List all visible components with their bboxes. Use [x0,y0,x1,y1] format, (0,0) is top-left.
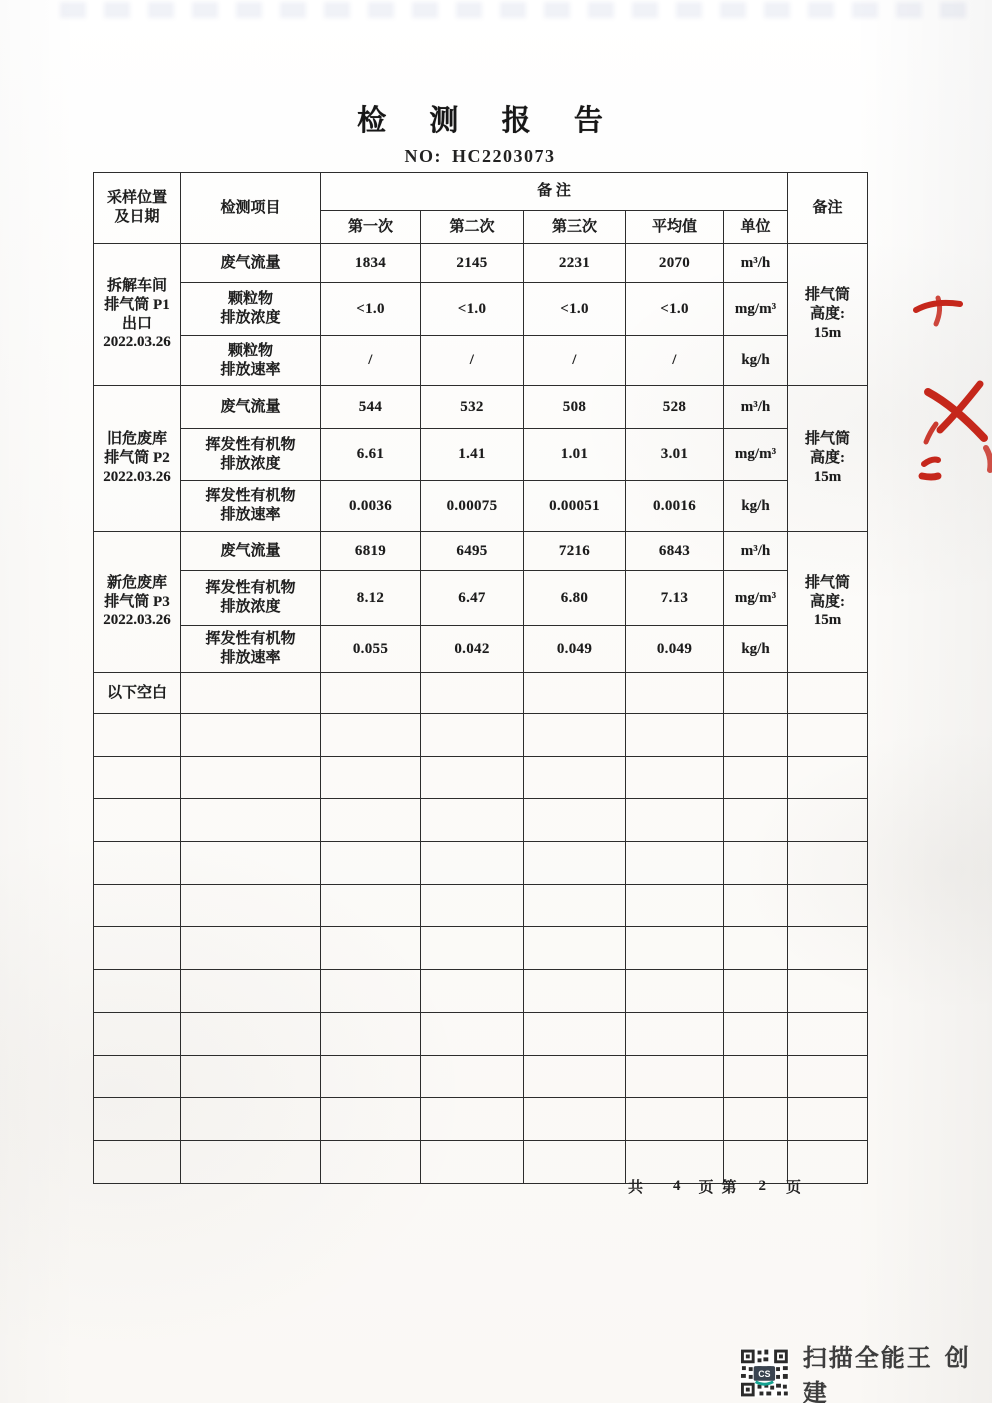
value-cell: 1834 [321,244,421,283]
value-cell: 0.049 [626,626,724,673]
value-cell: <1.0 [321,283,421,336]
value-cell: 1.01 [524,429,626,481]
empty-cell [788,756,868,799]
value-cell: 0.0016 [626,481,724,532]
empty-cell [626,1098,724,1141]
header-average: 平均值 [626,211,724,244]
empty-cell [788,1055,868,1098]
empty-cell [421,842,524,885]
empty-cell [181,1140,321,1183]
empty-cell [626,970,724,1013]
header-location: 采样位置 及日期 [94,173,181,244]
value-cell: 528 [626,386,724,429]
empty-cell [724,1012,788,1055]
empty-cell [321,1098,421,1141]
empty-cell [421,1012,524,1055]
report-title: 检 测 报 告 [357,105,621,137]
empty-cell [788,1098,868,1141]
cs-logo-text: CS [758,1368,771,1379]
table-row-empty [94,756,868,799]
empty-cell [788,842,868,885]
item-cell: 废气流量 [181,244,321,283]
empty-cell [524,1012,626,1055]
table-row-empty [94,714,868,757]
empty-cell [321,799,421,842]
empty-cell [724,673,788,714]
empty-cell [626,673,724,714]
empty-cell [321,756,421,799]
empty-cell [524,927,626,970]
empty-cell [181,799,321,842]
empty-cell [626,884,724,927]
value-cell: 6.80 [524,571,626,626]
empty-cell [94,842,181,885]
value-cell: <1.0 [626,283,724,336]
empty-cell [94,970,181,1013]
empty-cell [724,1055,788,1098]
empty-cell [788,927,868,970]
value-cell: 544 [321,386,421,429]
location-p1: 拆解车间 排气筒 P1 出口 2022.03.26 [94,244,181,386]
value-cell: <1.0 [421,283,524,336]
item-cell: 挥发性有机物 排放浓度 [181,571,321,626]
table-row-empty [94,884,868,927]
value-cell: 8.12 [321,571,421,626]
empty-cell [524,673,626,714]
table-row-empty [94,970,868,1013]
value-cell: / [626,336,724,386]
location-p2: 旧危废库 排气筒 P2 2022.03.26 [94,386,181,532]
unit-cell: mg/m³ [724,571,788,626]
unit-cell: mg/m³ [724,429,788,481]
value-cell: 2231 [524,244,626,283]
table-row [94,481,868,532]
camscanner-watermark [740,1338,992,1403]
item-cell: 挥发性有机物 排放浓度 [181,429,321,481]
empty-cell [524,1140,626,1183]
unit-cell: m³/h [724,532,788,571]
item-cell: 挥发性有机物 排放速率 [181,481,321,532]
value-cell: 0.055 [321,626,421,673]
table-row-empty [94,1098,868,1141]
item-cell: 颗粒物 排放速率 [181,336,321,386]
value-cell: 6.61 [321,429,421,481]
value-cell: 6843 [626,532,724,571]
empty-cell [181,673,321,714]
header-run2: 第二次 [421,211,524,244]
empty-cell [321,1055,421,1098]
location-p3: 新危废库 排气筒 P3 2022.03.26 [94,532,181,673]
measurement-table [93,172,868,1184]
empty-cell [181,1055,321,1098]
value-cell: / [524,336,626,386]
value-cell: 0.00075 [421,481,524,532]
empty-cell [724,714,788,757]
empty-cell [724,1098,788,1141]
table-row [94,532,868,571]
empty-cell [788,884,868,927]
empty-cell [724,884,788,927]
empty-cell [181,842,321,885]
empty-cell [724,799,788,842]
table-row [94,283,868,336]
empty-cell [421,1140,524,1183]
empty-cell [94,714,181,757]
empty-cell [181,714,321,757]
empty-cell [524,799,626,842]
table-row-empty [94,927,868,970]
value-cell: 2145 [421,244,524,283]
empty-cell [421,799,524,842]
header-item: 检测项目 [181,173,321,244]
watermark-text: 扫描全能王 创建 [802,1345,971,1403]
empty-cell [626,1055,724,1098]
empty-cell [321,970,421,1013]
empty-cell [788,673,868,714]
empty-cell [181,756,321,799]
unit-cell: kg/h [724,626,788,673]
table-row-empty [94,842,868,885]
value-cell: 532 [421,386,524,429]
table-row [94,336,868,386]
empty-cell [788,970,868,1013]
header-result-group: 备 注 [321,173,788,211]
empty-cell [626,1012,724,1055]
table-row [94,626,868,673]
empty-cell [181,884,321,927]
report-number-label: NO: [404,146,442,166]
value-cell: 1.41 [421,429,524,481]
unit-cell: mg/m³ [724,283,788,336]
value-cell: / [321,336,421,386]
report-number [93,146,867,167]
remark-p1: 排气筒 高度: 15m [788,244,868,386]
table-row-empty [94,1012,868,1055]
empty-cell [524,756,626,799]
remark-p2: 排气筒 高度: 15m [788,386,868,532]
empty-cell [321,842,421,885]
value-cell: 0.0036 [321,481,421,532]
empty-cell [626,799,724,842]
empty-cell [626,714,724,757]
value-cell: 6495 [421,532,524,571]
empty-cell [524,884,626,927]
value-cell: 7.13 [626,571,724,626]
value-cell: 508 [524,386,626,429]
value-cell: <1.0 [524,283,626,336]
header-run1: 第一次 [321,211,421,244]
report-number-value: HC2203073 [452,146,556,166]
table-row [94,386,868,429]
empty-cell [626,927,724,970]
empty-cell [626,756,724,799]
blank-below-label: 以下空白 [94,673,181,714]
empty-cell [421,927,524,970]
value-cell: 0.00051 [524,481,626,532]
item-cell: 颗粒物 排放浓度 [181,283,321,336]
empty-cell [94,1012,181,1055]
empty-cell [321,1012,421,1055]
empty-cell [94,1140,181,1183]
item-cell: 废气流量 [181,532,321,571]
item-cell: 废气流量 [181,386,321,429]
table-row [94,571,868,626]
value-cell: 2070 [626,244,724,283]
table-row-empty [94,1055,868,1098]
table-row-empty [94,799,868,842]
empty-cell [94,756,181,799]
remark-p3: 排气筒 高度: 15m [788,532,868,673]
empty-cell [321,884,421,927]
empty-cell [724,970,788,1013]
empty-cell [788,799,868,842]
value-cell: 7216 [524,532,626,571]
empty-cell [181,1098,321,1141]
empty-cell [321,927,421,970]
empty-cell [724,756,788,799]
unit-cell: kg/h [724,481,788,532]
empty-cell [94,884,181,927]
qr-code-icon [740,1348,789,1398]
empty-cell [524,1098,626,1141]
empty-cell [321,673,421,714]
unit-cell: m³/h [724,244,788,283]
value-cell: 0.042 [421,626,524,673]
table-row [94,429,868,481]
empty-cell [788,714,868,757]
empty-cell [94,1098,181,1141]
empty-cell [421,1055,524,1098]
header-remark: 备注 [788,173,868,244]
empty-cell [321,714,421,757]
empty-cell [421,1098,524,1141]
unit-cell: kg/h [724,336,788,386]
table-row [94,244,868,283]
empty-cell [524,714,626,757]
empty-cell [94,1055,181,1098]
empty-cell [626,842,724,885]
page-number-footer: 共 4 页 第 2 页 [628,1178,802,1196]
red-handwriting-marks [888,288,992,508]
empty-cell [788,1012,868,1055]
empty-cell [524,1055,626,1098]
value-cell: / [421,336,524,386]
empty-cell [94,799,181,842]
empty-cell [524,842,626,885]
empty-cell [181,927,321,970]
value-cell: 0.049 [524,626,626,673]
empty-cell [321,1140,421,1183]
empty-cell [421,884,524,927]
empty-cell [421,714,524,757]
empty-cell [524,970,626,1013]
empty-cell [421,970,524,1013]
value-cell: 6.47 [421,571,524,626]
empty-cell [421,673,524,714]
item-cell: 挥发性有机物 排放速率 [181,626,321,673]
page-bleed-through-strip [60,2,982,18]
header-unit: 单位 [724,211,788,244]
empty-cell [724,842,788,885]
empty-cell [181,1012,321,1055]
unit-cell: m³/h [724,386,788,429]
value-cell: 3.01 [626,429,724,481]
empty-cell [181,970,321,1013]
header-run3: 第三次 [524,211,626,244]
empty-cell [724,927,788,970]
table-row-blank-marker [94,673,868,714]
empty-cell [421,756,524,799]
empty-cell [94,927,181,970]
value-cell: 6819 [321,532,421,571]
